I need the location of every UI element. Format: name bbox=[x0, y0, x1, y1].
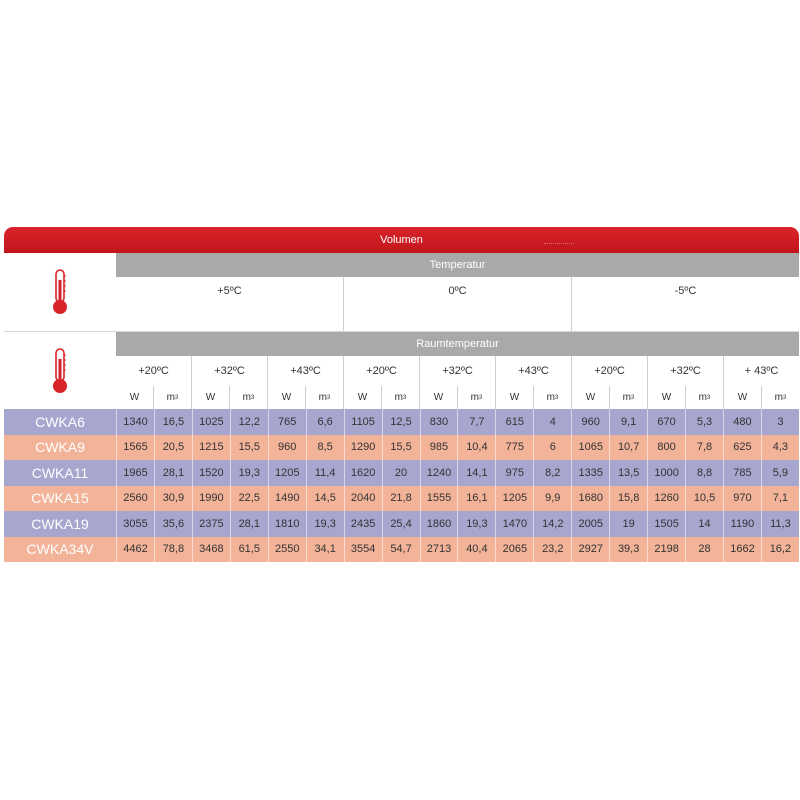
value-m3: 39,3 bbox=[609, 537, 647, 563]
value-m3: 6 bbox=[533, 435, 571, 461]
value-watts: 2198 bbox=[647, 537, 685, 563]
value-watts: 1190 bbox=[723, 511, 761, 537]
value-watts: 830 bbox=[420, 409, 458, 435]
value-m3: 5,3 bbox=[685, 409, 723, 435]
value-m3: 16,2 bbox=[761, 537, 799, 563]
value-m3: 7,8 bbox=[685, 435, 723, 461]
unit-m3-label bbox=[761, 386, 799, 409]
value-watts: 1990 bbox=[192, 486, 230, 512]
unit-m-text: m bbox=[546, 392, 555, 403]
unit-m3-label bbox=[229, 386, 267, 409]
value-watts: 785 bbox=[723, 460, 761, 486]
value-watts: 985 bbox=[420, 435, 458, 461]
value-m3: 4 bbox=[533, 409, 571, 435]
room-icon-cell bbox=[4, 332, 116, 409]
value-watts: 1860 bbox=[420, 511, 458, 537]
value-watts: 1965 bbox=[116, 460, 154, 486]
value-watts: 1565 bbox=[116, 435, 154, 461]
value-watts: 975 bbox=[495, 460, 533, 486]
unit-row bbox=[116, 386, 799, 409]
room-temp-col-8: +32ºC bbox=[647, 356, 723, 386]
unit-m3-label bbox=[457, 386, 495, 409]
value-m3: 14,1 bbox=[457, 460, 495, 486]
table-row bbox=[4, 409, 799, 435]
value-watts: 1335 bbox=[571, 460, 609, 486]
value-watts: 1555 bbox=[420, 486, 458, 512]
value-m3: 9,9 bbox=[533, 486, 571, 512]
value-watts: 1470 bbox=[495, 511, 533, 537]
room-temp-col-2: +32ºC bbox=[191, 356, 267, 386]
unit-m-superscript: 3 bbox=[555, 394, 559, 401]
model-name: CWKA11 bbox=[31, 464, 89, 481]
value-m3: 19 bbox=[609, 511, 647, 537]
value-m3: 7,1 bbox=[761, 486, 799, 512]
value-m3: 4,3 bbox=[761, 435, 799, 461]
unit-m-superscript: 3 bbox=[707, 394, 711, 401]
value-m3: 8,8 bbox=[685, 460, 723, 486]
room-temperature-section bbox=[4, 332, 799, 409]
value-m3: 8,5 bbox=[306, 435, 344, 461]
value-m3: 15,8 bbox=[609, 486, 647, 512]
unit-m3-label bbox=[305, 386, 343, 409]
value-watts: 1205 bbox=[268, 460, 306, 486]
value-m3: 21,8 bbox=[382, 486, 420, 512]
value-m3: 15,5 bbox=[230, 435, 268, 461]
value-m3: 13,5 bbox=[609, 460, 647, 486]
value-m3: 5,9 bbox=[761, 460, 799, 486]
unit-m-text: m bbox=[242, 392, 251, 403]
value-m3: 19,3 bbox=[457, 511, 495, 537]
table-title-bar bbox=[4, 227, 799, 253]
data-rows bbox=[4, 409, 799, 562]
value-watts: 2927 bbox=[571, 537, 609, 563]
temperature-icon-cell bbox=[4, 253, 116, 331]
value-watts: 615 bbox=[495, 409, 533, 435]
value-watts: 1680 bbox=[571, 486, 609, 512]
unit-m-text: m bbox=[470, 392, 479, 403]
value-watts: 1290 bbox=[344, 435, 382, 461]
value-m3: 6,6 bbox=[306, 409, 344, 435]
unit-w-label: W bbox=[571, 386, 609, 409]
value-watts: 2040 bbox=[344, 486, 382, 512]
value-watts: 2560 bbox=[116, 486, 154, 512]
unit-m-superscript: 3 bbox=[783, 394, 787, 401]
table-row bbox=[4, 460, 799, 486]
unit-w-label: W bbox=[343, 386, 381, 409]
value-watts: 1340 bbox=[116, 409, 154, 435]
value-watts: 1205 bbox=[495, 486, 533, 512]
unit-m-text: m bbox=[166, 392, 175, 403]
value-watts: 2065 bbox=[495, 537, 533, 563]
temperature-section bbox=[4, 253, 799, 332]
unit-m-text: m bbox=[622, 392, 631, 403]
value-m3: 15,5 bbox=[382, 435, 420, 461]
model-name: CWKA19 bbox=[31, 515, 89, 532]
value-watts: 3468 bbox=[192, 537, 230, 563]
room-temp-col-9: + 43ºC bbox=[723, 356, 799, 386]
value-watts: 1620 bbox=[344, 460, 382, 486]
unit-m-superscript: 3 bbox=[251, 394, 255, 401]
room-temp-col-1: +20ºC bbox=[138, 365, 169, 377]
value-m3: 28,1 bbox=[230, 511, 268, 537]
value-watts: 2375 bbox=[192, 511, 230, 537]
value-m3: 61,5 bbox=[230, 537, 268, 563]
thermometer-icon bbox=[48, 268, 72, 316]
unit-m-text: m bbox=[698, 392, 707, 403]
room-temp-col-5: +32ºC bbox=[419, 356, 495, 386]
unit-m-superscript: 3 bbox=[175, 394, 179, 401]
value-m3: 35,6 bbox=[154, 511, 192, 537]
value-m3: 28,1 bbox=[154, 460, 192, 486]
value-m3: 11,4 bbox=[306, 460, 344, 486]
value-watts: 1505 bbox=[647, 511, 685, 537]
value-m3: 9,1 bbox=[609, 409, 647, 435]
value-m3: 8,2 bbox=[533, 460, 571, 486]
room-temp-col-4: +20ºC bbox=[343, 356, 419, 386]
value-m3: 34,1 bbox=[306, 537, 344, 563]
room-temperature-row bbox=[116, 356, 799, 386]
unit-w-label: W bbox=[723, 386, 761, 409]
unit-m3-label bbox=[685, 386, 723, 409]
value-watts: 1662 bbox=[723, 537, 761, 563]
value-m3: 14 bbox=[685, 511, 723, 537]
title-decoration bbox=[544, 243, 574, 244]
value-m3: 16,1 bbox=[457, 486, 495, 512]
value-watts: 1065 bbox=[571, 435, 609, 461]
value-m3: 14,5 bbox=[306, 486, 344, 512]
value-watts: 1260 bbox=[647, 486, 685, 512]
value-watts: 1490 bbox=[268, 486, 306, 512]
model-name: CWKA9 bbox=[35, 439, 85, 456]
temperature-col-1: +5ºC bbox=[217, 285, 242, 297]
value-m3: 16,5 bbox=[154, 409, 192, 435]
value-m3: 30,9 bbox=[154, 486, 192, 512]
model-name: CWKA15 bbox=[31, 490, 89, 507]
unit-w-label: W bbox=[191, 386, 229, 409]
value-m3: 40,4 bbox=[457, 537, 495, 563]
unit-m3-label bbox=[381, 386, 419, 409]
thermometer-icon bbox=[48, 347, 72, 395]
value-m3: 12,2 bbox=[230, 409, 268, 435]
value-watts: 1000 bbox=[647, 460, 685, 486]
room-temp-col-6: +43ºC bbox=[495, 356, 571, 386]
temperature-col-3: -5ºC bbox=[571, 277, 799, 331]
room-temperature-header: Raumtemperatur bbox=[116, 332, 799, 356]
unit-w-label: W bbox=[419, 386, 457, 409]
value-m3: 14,2 bbox=[533, 511, 571, 537]
unit-m-superscript: 3 bbox=[631, 394, 635, 401]
value-m3: 10,4 bbox=[457, 435, 495, 461]
unit-m3-label bbox=[609, 386, 647, 409]
value-watts: 2005 bbox=[571, 511, 609, 537]
unit-w-label: W bbox=[267, 386, 305, 409]
table-row bbox=[4, 511, 799, 537]
model-name: CWKA6 bbox=[35, 413, 85, 430]
value-watts: 670 bbox=[647, 409, 685, 435]
value-m3: 10,7 bbox=[609, 435, 647, 461]
value-watts: 775 bbox=[495, 435, 533, 461]
value-watts: 1520 bbox=[192, 460, 230, 486]
value-watts: 3554 bbox=[344, 537, 382, 563]
value-watts: 625 bbox=[723, 435, 761, 461]
unit-m-text: m bbox=[318, 392, 327, 403]
unit-m-text: m bbox=[394, 392, 403, 403]
table-row bbox=[4, 486, 799, 512]
value-watts: 480 bbox=[723, 409, 761, 435]
unit-m-superscript: 3 bbox=[327, 394, 331, 401]
value-m3: 12,5 bbox=[382, 409, 420, 435]
value-m3: 22,5 bbox=[230, 486, 268, 512]
table-title: Volumen bbox=[380, 234, 423, 246]
unit-m-text: m bbox=[774, 392, 783, 403]
value-watts: 960 bbox=[571, 409, 609, 435]
value-m3: 19,3 bbox=[306, 511, 344, 537]
temperature-columns bbox=[116, 277, 799, 331]
unit-m-superscript: 3 bbox=[403, 394, 407, 401]
table-row bbox=[4, 537, 799, 563]
unit-m-superscript: 3 bbox=[479, 394, 483, 401]
value-m3: 23,2 bbox=[533, 537, 571, 563]
value-watts: 2550 bbox=[268, 537, 306, 563]
unit-m3-label bbox=[533, 386, 571, 409]
value-m3: 7,7 bbox=[457, 409, 495, 435]
value-watts: 800 bbox=[647, 435, 685, 461]
value-m3: 11,3 bbox=[761, 511, 799, 537]
value-watts: 1240 bbox=[420, 460, 458, 486]
value-m3: 25,4 bbox=[382, 511, 420, 537]
value-m3: 54,7 bbox=[382, 537, 420, 563]
value-m3: 20 bbox=[382, 460, 420, 486]
value-watts: 1105 bbox=[344, 409, 382, 435]
value-m3: 20,5 bbox=[154, 435, 192, 461]
value-watts: 1810 bbox=[268, 511, 306, 537]
unit-w-label: W bbox=[647, 386, 685, 409]
value-m3: 28 bbox=[685, 537, 723, 563]
value-m3: 3 bbox=[761, 409, 799, 435]
temperature-header: Temperatur bbox=[116, 253, 799, 277]
value-m3: 10,5 bbox=[685, 486, 723, 512]
unit-m3-label bbox=[153, 386, 191, 409]
room-temp-col-7: +20ºC bbox=[571, 356, 647, 386]
unit-w-label: W bbox=[129, 392, 140, 403]
value-watts: 4462 bbox=[116, 537, 154, 563]
value-watts: 765 bbox=[268, 409, 306, 435]
table-row bbox=[4, 435, 799, 461]
unit-w-label: W bbox=[495, 386, 533, 409]
value-m3: 19,3 bbox=[230, 460, 268, 486]
value-watts: 2435 bbox=[344, 511, 382, 537]
room-temp-col-3: +43ºC bbox=[267, 356, 343, 386]
temperature-col-2: 0ºC bbox=[343, 277, 571, 331]
value-watts: 960 bbox=[268, 435, 306, 461]
value-watts: 970 bbox=[723, 486, 761, 512]
value-watts: 3055 bbox=[116, 511, 154, 537]
value-m3: 78,8 bbox=[154, 537, 192, 563]
model-name: CWKA34V bbox=[26, 541, 94, 558]
value-watts: 1215 bbox=[192, 435, 230, 461]
value-watts: 1025 bbox=[192, 409, 230, 435]
value-watts: 2713 bbox=[420, 537, 458, 563]
volume-table bbox=[4, 227, 799, 562]
